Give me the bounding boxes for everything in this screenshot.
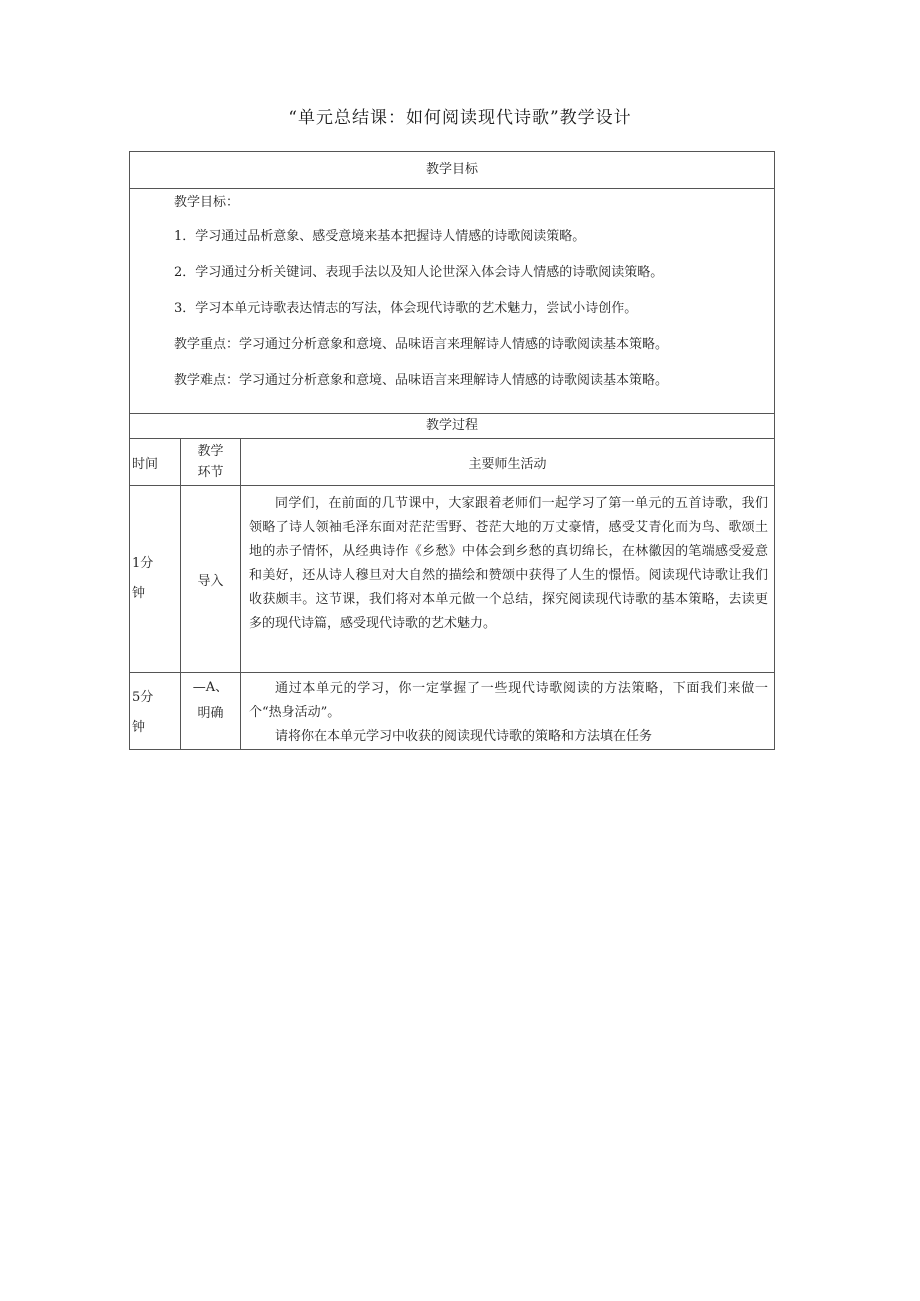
activity-paragraph: 请将你在本单元学习中收获的阅读现代诗歌的策略和方法填在任务 (275, 729, 653, 744)
table-row (130, 673, 775, 750)
time-line1: 5分 (132, 690, 154, 705)
document-title: “单元总结课：如何阅读现代诗歌”教学设计 (288, 108, 632, 128)
time-line1: 1分 (132, 556, 154, 571)
objective-item-2: 2．学习通过分析关键词、表现手法以及知人论世深入体会诗人情感的诗歌阅读策略。 (174, 265, 664, 280)
activity-paragraph: 同学们，在前面的几节课中，大家跟着老师们一起学习了第一单元的五首诗歌，我们领略了诗人领袖毛泽东面对茫茫雪野、苍茫大地的万丈豪情，感受艾青化而为鸟、歌颂土地的赤子情怀，从经典诗作《乡愁》中体会到乡愁的真切绵长，在林徽因的笔端感受爱意和美好，还从诗人穆旦对大自然的描绘和赞颂中获得了人生的憬悟。阅读现代诗歌让我们收获颇丰。这节课，我们将对本单元做一个总结，探究阅读现代诗歌的基本策略，去读更多的现代诗篇，感受现代诗歌的艺术魅力。 (249, 496, 768, 631)
column-header-stage-line2: 环节 (197, 465, 224, 480)
stage-line1: —A、 (192, 680, 229, 695)
stage-cell (181, 486, 241, 673)
objectives-intro: 教学目标： (174, 195, 240, 210)
time-cell (130, 673, 181, 750)
stage-cell (181, 673, 241, 750)
key-point: 教学重点：学习通过分析意象和意境、品味语言来理解诗人情感的诗歌阅读基本策略。 (174, 337, 669, 352)
time-line2: 钟 (132, 586, 146, 601)
column-header-activity: 主要师生活动 (241, 439, 775, 486)
objectives-header: 教学目标 (130, 152, 775, 189)
process-header-row (130, 414, 775, 439)
time-line2: 钟 (132, 720, 146, 735)
column-header-row (130, 439, 775, 486)
table-row (130, 486, 775, 673)
objectives-cell (130, 189, 775, 414)
activity-cell (241, 486, 775, 673)
process-header: 教学过程 (130, 414, 775, 439)
column-header-time: 时间 (130, 439, 181, 486)
objective-item-1: 1．学习通过品析意象、感受意境来基本把握诗人情感的诗歌阅读策略。 (174, 229, 586, 244)
objectives-header-row (130, 152, 775, 189)
objective-item-3: 3．学习本单元诗歌表达情志的写法，体会现代诗歌的艺术魅力，尝试小诗创作。 (174, 301, 638, 316)
column-header-stage-line1: 教学 (197, 444, 224, 459)
stage-line2: 明确 (197, 706, 224, 721)
activity-paragraph: 通过本单元的学习，你一定掌握了一些现代诗歌阅读的方法策略，下面我们来做一个“热身活动”。 (249, 681, 768, 720)
time-cell (130, 486, 181, 673)
lesson-plan-table (129, 151, 775, 750)
stage-line1: 导入 (197, 573, 224, 589)
column-header-stage (181, 439, 241, 486)
difficult-point: 教学难点：学习通过分析意象和意境、品味语言来理解诗人情感的诗歌阅读基本策略。 (174, 373, 669, 388)
objectives-body-row (130, 189, 775, 414)
activity-cell (241, 673, 775, 750)
